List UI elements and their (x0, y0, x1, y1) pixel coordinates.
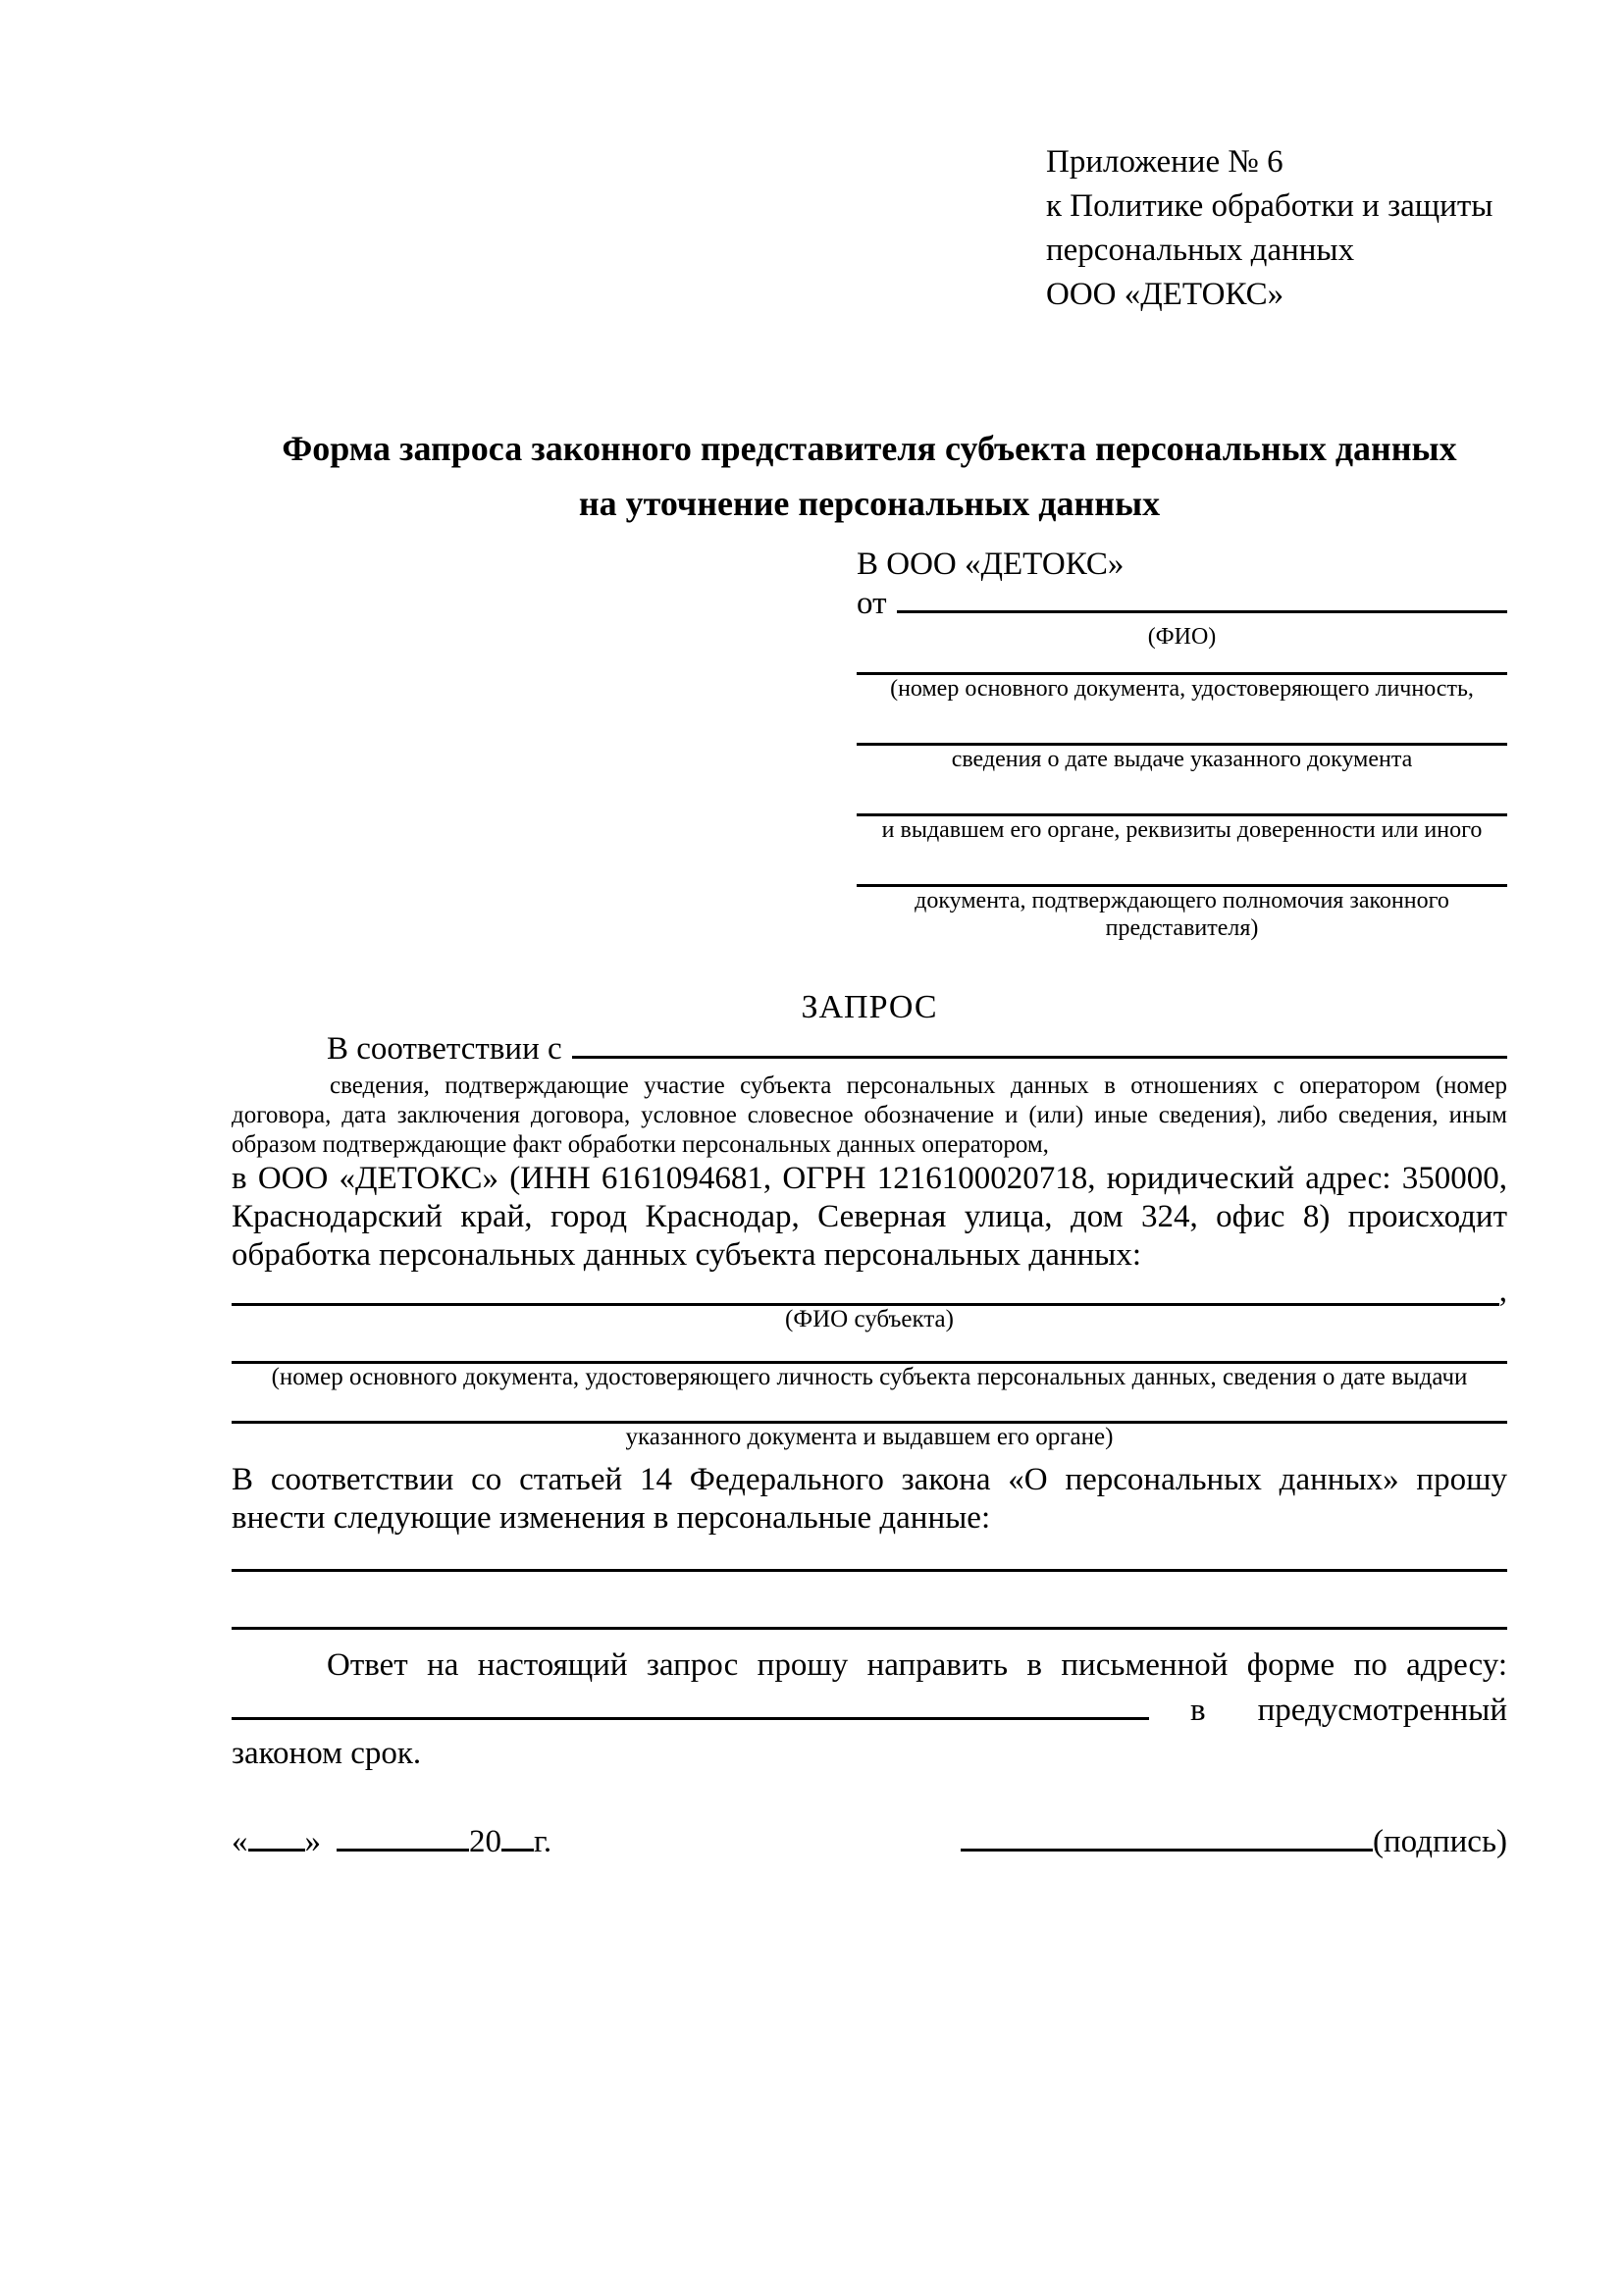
reply-line3: законом срок. (232, 1736, 422, 1771)
month-blank-line (337, 1849, 469, 1852)
document-field (857, 672, 1507, 703)
signature-caption: (подпись) (1373, 1824, 1507, 1859)
year-prefix: 20 (469, 1824, 501, 1859)
appendix-line: к Политике обработки и защиты (1046, 188, 1493, 224)
reply-line2-right (1149, 1691, 1507, 1730)
law-paragraph: В соответствии со статьей 14 Федерального закона «О персональных данных» прошу внести следующие изменения в персональные данные: (232, 1462, 1507, 1536)
blank-line (232, 1627, 1507, 1630)
year-suffix: г. (534, 1824, 552, 1859)
day-blank-line (248, 1849, 305, 1852)
form-title-line: Форма запроса законного представителя субъекта персональных данных (282, 429, 1457, 468)
document-field (857, 884, 1507, 942)
from-label: от (857, 586, 887, 621)
addressee-org: В ООО «ДЕТОКС» (857, 547, 1125, 582)
subject-doc-caption: (номер основного документа, удостоверяющего личность субъекта персональных данных, сведения о дате выдачи (271, 1364, 1468, 1390)
appendix-line: Приложение № 6 (1046, 144, 1283, 180)
fio-caption: (ФИО) (1147, 624, 1217, 650)
operator-paragraph: в ООО «ДЕТОКС» (ИНН 6161094681, ОГРН 1216100020718, юридический адрес: 350000, Краснодарский край, город Краснодар, Северная улица, дом 324, офис 8) происходит обработка персональных данных субъекта персональных данных: (232, 1161, 1507, 1273)
reply-word: предусмотренный (1257, 1693, 1507, 1728)
subject-doc-caption: указанного документа и выдавшем его органе) (625, 1424, 1114, 1450)
from-row (857, 584, 1507, 623)
request-heading: ЗАПРОС (801, 989, 938, 1025)
signature-blank-line (961, 1849, 1373, 1852)
intro-label: В соответствии с (327, 1031, 562, 1067)
document-field (857, 813, 1507, 844)
blank-line (232, 1569, 1507, 1572)
addressee-block (857, 545, 1507, 942)
appendix-line: ООО «ДЕТОКС» (1046, 277, 1284, 312)
intro-row (232, 1028, 1507, 1070)
reply-address-row (232, 1691, 1507, 1730)
signature-field (961, 1822, 1507, 1861)
reply-line1: Ответ на настоящий запрос прошу направить в письменной форме по адресу: (327, 1647, 1507, 1683)
field-caption: (номер основного документа, удостоверяющего личность, (890, 676, 1474, 702)
field-caption: и выдавшем его органе, реквизиты доверенности или иного (881, 817, 1483, 843)
form-title-line: на уточнение персональных данных (578, 484, 1161, 523)
reply-word: в (1190, 1693, 1206, 1728)
date-signature-row (232, 1822, 1507, 1861)
address-blank-line (232, 1717, 1149, 1720)
subject-fio-caption: (ФИО субъекта) (785, 1306, 954, 1332)
year-blank-line (501, 1849, 534, 1852)
subject-fio-row (232, 1274, 1507, 1309)
appendix-block (1046, 140, 1507, 317)
appendix-line: персональных данных (1046, 233, 1355, 268)
form-title (232, 421, 1507, 531)
field-caption: документа, подтверждающего полномочия законного представителя) (915, 888, 1449, 941)
intro-note: сведения, подтверждающие участие субъекта персональных данных в отношениях с оператором (номер договора, дата заключения договора, условное словесное обозначение и (или) иные сведения), либо сведения, иным образом подтверждающие факт обработки персональных данных оператором, (232, 1072, 1507, 1158)
trailing-comma: , (1498, 1274, 1507, 1309)
close-quote: » (304, 1824, 321, 1859)
document-field (857, 743, 1507, 773)
date-field (232, 1822, 551, 1861)
fio-blank-line (897, 610, 1508, 613)
field-caption: сведения о дате выдаче указанного документа (951, 747, 1413, 772)
open-quote: « (232, 1824, 248, 1859)
intro-blank-line (572, 1056, 1507, 1059)
